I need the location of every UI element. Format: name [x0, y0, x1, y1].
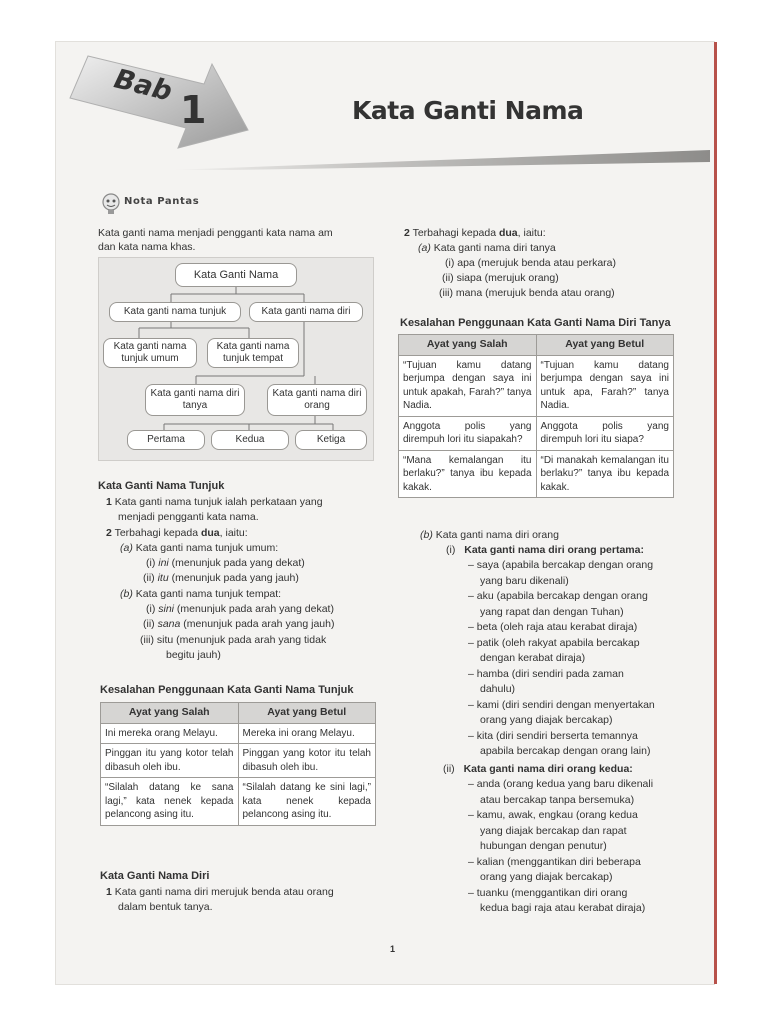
list-item: yang rapat dan dengan Tuhan) — [480, 605, 624, 618]
list-item: – patik (oleh rakyat apabila bercakap — [468, 636, 640, 649]
tunjuk-p1-line2: menjadi pengganti kata nama. — [118, 511, 259, 523]
tunjuk-a-text: Kata ganti nama tunjuk umum: — [135, 542, 279, 554]
item-num: (ii) — [143, 572, 155, 584]
orang-ii-num: (ii) — [443, 763, 455, 775]
table-cell: “Di manakah kemalangan itu berlaku?” tanya ibu kepada kakak. — [536, 450, 674, 498]
list-item: – kita (diri sendiri berserta temannya — [468, 729, 638, 742]
diagram-diri-tanya: Kata ganti nama diri tanya — [145, 384, 245, 416]
list-item: orang yang diajak bercakap) — [480, 871, 613, 883]
right-p2-bold: dua — [498, 227, 518, 239]
list-item: – kami (diri sendiri dengan menyertakan — [468, 698, 655, 711]
list-item: – anda (orang kedua yang baru dikenali — [468, 778, 654, 790]
page-title: Kata Ganti Nama — [352, 96, 584, 125]
tunjuk-p2-num: 2 — [106, 527, 112, 539]
item-num: (iii) — [439, 287, 453, 299]
tunjuk-a-item — [146, 556, 305, 572]
list-item: – kalian (menggantikan diri beberapa — [468, 855, 641, 868]
right-p2-pre: Terbahagi kepada — [412, 227, 499, 239]
tunjuk-b-item-cont: begitu jauh) — [166, 649, 221, 661]
header-divider — [170, 148, 710, 172]
table-cell: “Mana kemalangan itu berlaku?” tanya ibu kepada kakak. — [399, 450, 537, 498]
list-item: – saya (apabila bercakap dengan orang — [468, 559, 654, 571]
right-p2-num: 2 — [404, 227, 410, 239]
table-row — [399, 355, 674, 416]
table-header: Ayat yang Betul — [238, 703, 376, 724]
item-text: siapa (merujuk orang) — [456, 272, 559, 284]
table-row — [101, 744, 376, 778]
table-cell: “Silalah datang ke sini lagi,” kata nenek kepada pelancong asing itu. — [238, 778, 376, 826]
table-kesalahan-diri-tanya — [398, 334, 674, 498]
diagram-tunjuk: Kata ganti nama tunjuk — [109, 302, 241, 322]
item-desc: (menunjuk pada arah yang tidak — [173, 634, 327, 646]
orang-ii-heading: Kata ganti nama diri orang kedua: — [463, 763, 633, 775]
chapter-label: Bab — [111, 63, 176, 108]
table-row — [399, 416, 674, 450]
tunjuk-b — [120, 587, 281, 603]
tunjuk-b-label: (b) — [120, 588, 133, 600]
list-item: dengan kerabat diraja) — [480, 652, 586, 664]
item-desc: (menunjuk pada arah yang dekat) — [174, 603, 334, 615]
table-kesalahan-tunjuk — [100, 702, 376, 826]
right-a-text: Kata ganti nama diri tanya — [433, 242, 556, 254]
item-desc: (menunjuk pada yang dekat) — [168, 557, 305, 569]
tunjuk-p1-line1: Kata ganti nama tunjuk ialah perkataan yang — [114, 496, 323, 508]
list-item: – aku (apabila bercakap dengan orang — [468, 590, 648, 602]
tunjuk-p1 — [106, 495, 323, 511]
tunjuk-b-item — [146, 602, 334, 618]
item-num: (i) — [445, 257, 455, 269]
tunjuk-a-item — [143, 571, 299, 587]
tunjuk-a-label: (a) — [120, 542, 133, 554]
item-num: (iii) — [140, 634, 154, 646]
tunjuk-p2-post: , iaitu: — [219, 527, 248, 539]
item-word: sini — [158, 603, 175, 615]
table-header: Ayat yang Salah — [399, 335, 537, 356]
table-header: Ayat yang Betul — [536, 335, 674, 356]
right-p2 — [404, 226, 546, 242]
right-a-item — [445, 256, 616, 272]
tunjuk-b-text: Kata ganti nama tunjuk tempat: — [135, 588, 282, 600]
tunjuk-p2 — [106, 526, 248, 542]
item-text: mana (merujuk benda atau orang) — [455, 287, 615, 299]
orang-i-num: (i) — [446, 544, 456, 556]
tunjuk-b-item — [140, 633, 326, 649]
list-item: orang yang diajak bercakap) — [480, 714, 613, 726]
list-item: – beta (oleh raja atau kerabat diraja) — [468, 621, 638, 633]
item-desc: (menunjuk pada yang jauh) — [168, 572, 299, 584]
item-num: (i) — [146, 557, 156, 569]
intro-line-2: dan kata nama khas. — [98, 241, 196, 253]
diagram-root: Kata Ganti Nama — [175, 263, 297, 287]
orang-b-label: (b) — [420, 529, 433, 541]
diagram-pertama: Pertama — [127, 430, 205, 450]
list-item: dahulu) — [480, 683, 516, 695]
bulb-character-icon — [100, 192, 122, 216]
kata-ganti-nama-diagram — [98, 257, 374, 461]
right-a-item — [442, 271, 559, 287]
table-cell: Mereka ini orang Melayu. — [238, 723, 376, 744]
table-row — [101, 778, 376, 826]
list-item: hubungan dengan penutur) — [480, 840, 607, 852]
item-num: (ii) — [442, 272, 454, 284]
page-edge — [714, 42, 717, 984]
diagram-tunjuk-umum: Kata ganti nama tunjuk umum — [103, 338, 197, 368]
item-word: situ — [156, 634, 174, 646]
orang-b-text: Kata ganti nama diri orang — [435, 529, 559, 541]
list-item: – kamu, awak, engkau (orang kedua — [468, 809, 638, 821]
list-item: atau bercakap tanpa bersemuka) — [480, 793, 635, 806]
tunjuk-a — [120, 541, 278, 557]
diagram-kedua: Kedua — [211, 430, 289, 450]
table-cell: Pinggan yang kotor itu telah dibasuh oleh ibu. — [238, 744, 376, 778]
orang-b — [420, 528, 559, 544]
item-text: apa (merujuk benda atau perkara) — [457, 257, 617, 269]
table-cell: Ini mereka orang Melayu. — [101, 723, 239, 744]
table-cell: Pinggan itu yang kotor telah dibasuh oleh ibu. — [101, 744, 239, 778]
chapter-number: 1 — [180, 88, 207, 132]
orang-ii — [443, 762, 633, 778]
tunjuk-p2-bold: dua — [200, 527, 220, 539]
table1-title: Kesalahan Penggunaan Kata Ganti Nama Tunjuk — [100, 684, 354, 696]
right-a-label: (a) — [418, 242, 431, 254]
table-cell: Anggota polis yang dirempuh lori itu siapakah? — [399, 416, 537, 450]
tunjuk-p2-pre: Terbahagi kepada — [114, 527, 201, 539]
table-cell: “Silalah datang ke sana lagi,” kata nenek kepada pelancong asing itu. — [101, 778, 239, 826]
list-item: yang diajak bercakap dan rapat — [480, 824, 627, 837]
list-item: – tuanku (menggantikan diri orang — [468, 886, 628, 899]
item-num: (ii) — [143, 618, 155, 630]
diagram-ketiga: Ketiga — [295, 430, 367, 450]
list-item: kedua bagi raja atau kerabat diraja) — [480, 902, 646, 914]
orang-i — [446, 543, 644, 559]
pertama-list — [468, 558, 655, 760]
diagram-diri-orang: Kata ganti nama diri orang — [267, 384, 367, 416]
right-a — [418, 241, 556, 257]
nota-pantas-label: Nota Pantas — [124, 196, 200, 207]
table2-title: Kesalahan Penggunaan Kata Ganti Nama Diri Tanya — [400, 317, 671, 329]
right-a-item — [439, 286, 615, 302]
table-cell: “Tujuan kamu datang berjumpa dengan saya ini untuk apa, Farah?” tanya Nadia. — [536, 355, 674, 416]
table-header: Ayat yang Salah — [101, 703, 239, 724]
tunjuk-p1-num: 1 — [106, 496, 112, 508]
item-word: ini — [158, 557, 169, 569]
item-word: itu — [157, 572, 169, 584]
diri-p1-num: 1 — [106, 886, 112, 898]
diri-p1 — [106, 885, 334, 901]
diri-p1-line2: dalam bentuk tanya. — [118, 901, 213, 913]
table-row — [399, 450, 674, 498]
item-desc: (menunjuk pada arah yang jauh) — [180, 618, 335, 630]
kedua-list — [468, 777, 653, 917]
table-cell: Anggota polis yang dirempuh lori itu siapa? — [536, 416, 674, 450]
page-number: 1 — [390, 944, 396, 954]
list-item: – hamba (diri sendiri pada zaman — [468, 667, 624, 680]
diagram-diri: Kata ganti nama diri — [249, 302, 363, 322]
item-word: sana — [157, 618, 181, 630]
tunjuk-heading: Kata Ganti Nama Tunjuk — [98, 480, 225, 492]
diagram-tunjuk-tempat: Kata ganti nama tunjuk tempat — [207, 338, 299, 368]
intro-line-1: Kata ganti nama menjadi pengganti kata nama am — [98, 227, 333, 239]
table-cell: “Tujuan kamu datang berjumpa dengan saya ini untuk apakah, Farah?” tanya Nadia. — [399, 355, 537, 416]
item-num: (i) — [146, 603, 156, 615]
list-item: yang baru dikenali) — [480, 574, 569, 587]
table-row — [101, 723, 376, 744]
diri-p1-line1: Kata ganti nama diri merujuk benda atau orang — [114, 886, 334, 898]
list-item: apabila bercakap dengan orang lain) — [480, 745, 651, 757]
diri-heading: Kata Ganti Nama Diri — [100, 870, 210, 882]
right-p2-post: , iaitu: — [517, 227, 546, 239]
tunjuk-b-item — [143, 617, 334, 633]
orang-i-heading: Kata ganti nama diri orang pertama: — [464, 544, 644, 556]
